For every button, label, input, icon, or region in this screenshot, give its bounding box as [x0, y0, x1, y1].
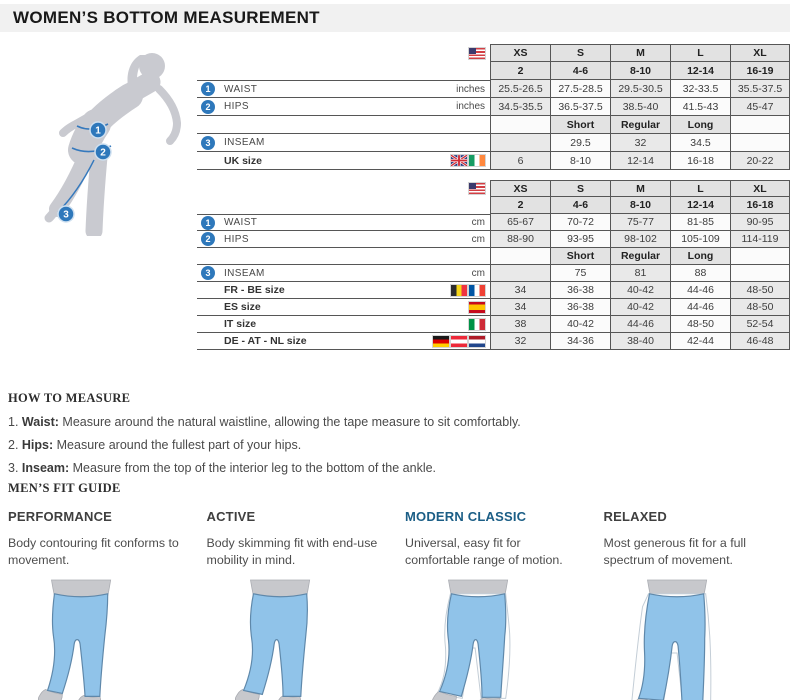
value-cell: 44-46 [610, 316, 670, 333]
fit-name: PERFORMANCE [8, 509, 113, 524]
table-row-it-size [197, 316, 790, 333]
value-cell: 32-33.5 [670, 80, 730, 98]
empty-cell [441, 248, 490, 265]
value-cell: 75-77 [610, 214, 670, 231]
value-cell: 114-119 [730, 231, 790, 248]
how-to-measure-title: HOW TO MEASURE [8, 391, 131, 405]
table-row-uk-size [197, 152, 790, 170]
empty-cell [441, 197, 490, 214]
flag-cell [441, 333, 490, 350]
col-header-cell: M [610, 44, 670, 62]
instruction-text: Measure around the natural waistline, allowing the tape measure to sit comfortably. [58, 415, 521, 429]
instruction-term: Hips: [21, 438, 54, 452]
value-cell: 75 [550, 265, 610, 282]
row-label: FR - BE size [197, 282, 441, 299]
unit-label: cm [441, 214, 490, 231]
value-cell: 48-50 [730, 282, 790, 299]
marker-2-badge: 2 [201, 100, 215, 114]
value-cell: 6 [490, 152, 550, 170]
value-cell: 90-95 [730, 214, 790, 231]
value-cell: 34 [490, 282, 550, 299]
empty-cell [730, 134, 790, 152]
value-cell: 16-18 [670, 152, 730, 170]
marker-2-label: 2 [100, 147, 106, 159]
empty-cell [730, 248, 790, 265]
value-cell: 52-54 [730, 316, 790, 333]
fit-column-modern-classic [405, 509, 588, 700]
marker-1-badge: 1 [201, 216, 215, 230]
empty-cell [197, 197, 441, 214]
unit-label: inches [441, 98, 490, 116]
size-table-inches [197, 44, 790, 170]
us-size-cell: 12-14 [670, 62, 730, 80]
us-size-cell: 4-6 [550, 197, 610, 214]
fr-flag [469, 285, 485, 296]
value-cell: 25.5-26.5 [490, 80, 550, 98]
fit-description: Body skimming fit with end-use mobility in mind. [206, 536, 378, 567]
value-cell: 70-72 [550, 214, 610, 231]
value-cell: 45-47 [730, 98, 790, 116]
table-row-lengths [197, 248, 790, 265]
fit-name: ACTIVE [206, 509, 256, 524]
empty-cell [490, 134, 550, 152]
value-cell: 105-109 [670, 231, 730, 248]
how-to-measure-section [8, 391, 708, 475]
value-cell: 88 [670, 265, 730, 282]
value-cell: 20-22 [730, 152, 790, 170]
table-row [197, 180, 790, 197]
length-header-cell: Regular [610, 248, 670, 265]
value-cell: 34-36 [550, 333, 610, 350]
value-cell: 88-90 [490, 231, 550, 248]
page-title: WOMEN’S BOTTOM MEASUREMENT [13, 8, 320, 27]
empty-cell [441, 116, 490, 134]
value-cell: 65-67 [490, 214, 550, 231]
instruction-number: 1. [8, 415, 22, 429]
value-cell: 48-50 [730, 299, 790, 316]
col-header-cell: S [550, 44, 610, 62]
fit-column-relaxed [604, 509, 787, 700]
table-row-inseam [197, 265, 790, 282]
empty-cell [441, 62, 490, 80]
us-size-cell: 12-14 [670, 197, 730, 214]
table-row [197, 62, 790, 80]
measure-instruction-inseam [8, 461, 708, 475]
row-label-text: INSEAM [224, 267, 265, 279]
marker-3-badge: 3 [201, 136, 215, 150]
fit-guide-section [8, 481, 786, 700]
ie-flag [469, 155, 485, 166]
value-cell: 38 [490, 316, 550, 333]
value-cell: 81 [610, 265, 670, 282]
empty-cell [730, 116, 790, 134]
table-row-es-size [197, 299, 790, 316]
table-row [197, 197, 790, 214]
row-label [197, 134, 441, 152]
table-row-hips [197, 98, 790, 116]
us-size-cell: 16-18 [730, 197, 790, 214]
value-cell: 35.5-37.5 [730, 80, 790, 98]
row-label-text: HIPS [224, 101, 249, 112]
value-cell: 44-46 [670, 282, 730, 299]
value-cell: 36-38 [550, 282, 610, 299]
value-cell: 36.5-37.5 [550, 98, 610, 116]
length-header-cell: Long [670, 116, 730, 134]
value-cell: 44-46 [670, 299, 730, 316]
col-header-cell: S [550, 180, 610, 197]
instruction-text: Measure around the fullest part of your hips. [53, 438, 302, 452]
marker-3-label: 3 [63, 209, 69, 221]
value-cell: 98-102 [610, 231, 670, 248]
empty-cell [197, 180, 441, 197]
value-cell: 41.5-43 [670, 98, 730, 116]
us-size-cell: 16-19 [730, 62, 790, 80]
value-cell: 29.5 [550, 134, 610, 152]
marker-3-badge: 3 [201, 266, 215, 280]
col-header-cell: L [670, 180, 730, 197]
row-label-text: WAIST [224, 83, 258, 95]
value-cell: 93-95 [550, 231, 610, 248]
value-cell: 36-38 [550, 299, 610, 316]
gb-flag [451, 155, 467, 166]
length-header-cell: Short [550, 248, 610, 265]
row-label-text: WAIST [224, 217, 258, 228]
value-cell: 32 [490, 333, 550, 350]
woman-silhouette-illustration [28, 46, 188, 236]
length-header-cell: Short [550, 116, 610, 134]
region-flag-cell [441, 44, 490, 62]
unit-label: cm [441, 231, 490, 248]
length-header-cell: Regular [610, 116, 670, 134]
flag-cell [441, 152, 490, 170]
us-size-cell: 2 [490, 197, 550, 214]
measure-instruction-waist [8, 415, 708, 429]
value-cell: 34 [490, 299, 550, 316]
row-label [197, 265, 441, 282]
table-row-fr-be-size [197, 282, 790, 299]
value-cell: 40-42 [550, 316, 610, 333]
marker-2-badge: 2 [201, 232, 215, 246]
unit-label [441, 134, 490, 152]
us-size-cell: 2 [490, 62, 550, 80]
row-label [197, 231, 441, 248]
value-cell: 38.5-40 [610, 98, 670, 116]
fit-columns [8, 509, 786, 700]
instruction-number: 3. [8, 461, 22, 475]
page-title-bar [0, 4, 790, 32]
flag-cell [441, 282, 490, 299]
value-cell: 48-50 [670, 316, 730, 333]
row-label: ES size [197, 299, 441, 316]
us-flag [469, 183, 485, 194]
value-cell: 40-42 [610, 282, 670, 299]
fit-column-performance [8, 509, 191, 700]
value-cell: 38-40 [610, 333, 670, 350]
table-row-waist [197, 214, 790, 231]
empty-cell [730, 265, 790, 282]
fit-column-active [207, 509, 390, 700]
row-label: UK size [197, 152, 441, 170]
fit-guide-title: MEN’S FIT GUIDE [8, 481, 121, 495]
col-header-cell: L [670, 44, 730, 62]
table-row-lengths [197, 116, 790, 134]
row-label [197, 98, 441, 116]
table-row-de-at-nl-size [197, 333, 790, 350]
pants-illustration-relaxed [604, 579, 762, 700]
empty-cell [490, 248, 550, 265]
us-size-cell: 8-10 [610, 62, 670, 80]
instruction-text: Measure from the top of the interior leg to the bottom of the ankle. [69, 461, 437, 475]
nl-flag [469, 336, 485, 347]
row-label: IT size [197, 316, 441, 333]
col-header-cell: XS [490, 180, 550, 197]
us-size-cell: 8-10 [610, 197, 670, 214]
value-cell: 8-10 [550, 152, 610, 170]
table-row-inseam [197, 134, 790, 152]
length-header-cell: Long [670, 248, 730, 265]
row-label: DE - AT - NL size [197, 333, 441, 350]
fit-description: Universal, easy fit for comfortable range of motion. [405, 536, 563, 567]
fit-name: MODERN CLASSIC [405, 509, 527, 524]
row-label [197, 80, 441, 98]
value-cell: 34.5 [670, 134, 730, 152]
value-cell: 40-42 [610, 299, 670, 316]
instruction-number: 2. [8, 438, 22, 452]
it-flag [469, 319, 485, 330]
fit-description: Body contouring fit conforms to movement. [8, 536, 179, 567]
be-flag [451, 285, 467, 296]
col-header-cell: XS [490, 44, 550, 62]
value-cell: 12-14 [610, 152, 670, 170]
marker-1-label: 1 [95, 125, 101, 137]
es-flag [469, 302, 485, 313]
unit-label: cm [441, 265, 490, 282]
table-row-waist [197, 80, 790, 98]
empty-cell [197, 62, 441, 80]
value-cell: 81-85 [670, 214, 730, 231]
instruction-term: Waist: [21, 415, 59, 429]
flag-cell [441, 316, 490, 333]
fit-name: RELAXED [603, 509, 668, 524]
region-flag-cell [441, 180, 490, 197]
value-cell: 34.5-35.5 [490, 98, 550, 116]
empty-cell [197, 116, 441, 134]
table-row [197, 44, 790, 62]
pants-illustration-modern-classic [405, 579, 563, 700]
row-label [197, 214, 441, 231]
row-label-text: HIPS [224, 233, 249, 245]
us-flag [469, 48, 485, 59]
table-row-hips [197, 231, 790, 248]
instruction-term: Inseam: [21, 461, 70, 475]
row-label-text: INSEAM [224, 137, 265, 148]
value-cell: 32 [610, 134, 670, 152]
col-header-cell: XL [730, 180, 790, 197]
size-table-cm [197, 180, 790, 350]
col-header-cell: XL [730, 44, 790, 62]
flag-cell [441, 299, 490, 316]
value-cell: 42-44 [670, 333, 730, 350]
value-cell: 46-48 [730, 333, 790, 350]
empty-cell [197, 248, 441, 265]
empty-cell [490, 116, 550, 134]
empty-cell [197, 44, 441, 62]
fit-description: Most generous fit for a full spectrum of movement. [603, 536, 747, 567]
empty-cell [490, 265, 550, 282]
us-size-cell: 4-6 [550, 62, 610, 80]
de-flag [433, 336, 449, 347]
at-flag [451, 336, 467, 347]
value-cell: 27.5-28.5 [550, 80, 610, 98]
pants-illustration-performance [8, 579, 166, 700]
marker-1-badge: 1 [201, 82, 215, 96]
pants-illustration-active [207, 579, 365, 700]
unit-label: inches [441, 80, 490, 98]
measure-instruction-hips [8, 438, 708, 452]
col-header-cell: M [610, 180, 670, 197]
value-cell: 29.5-30.5 [610, 80, 670, 98]
